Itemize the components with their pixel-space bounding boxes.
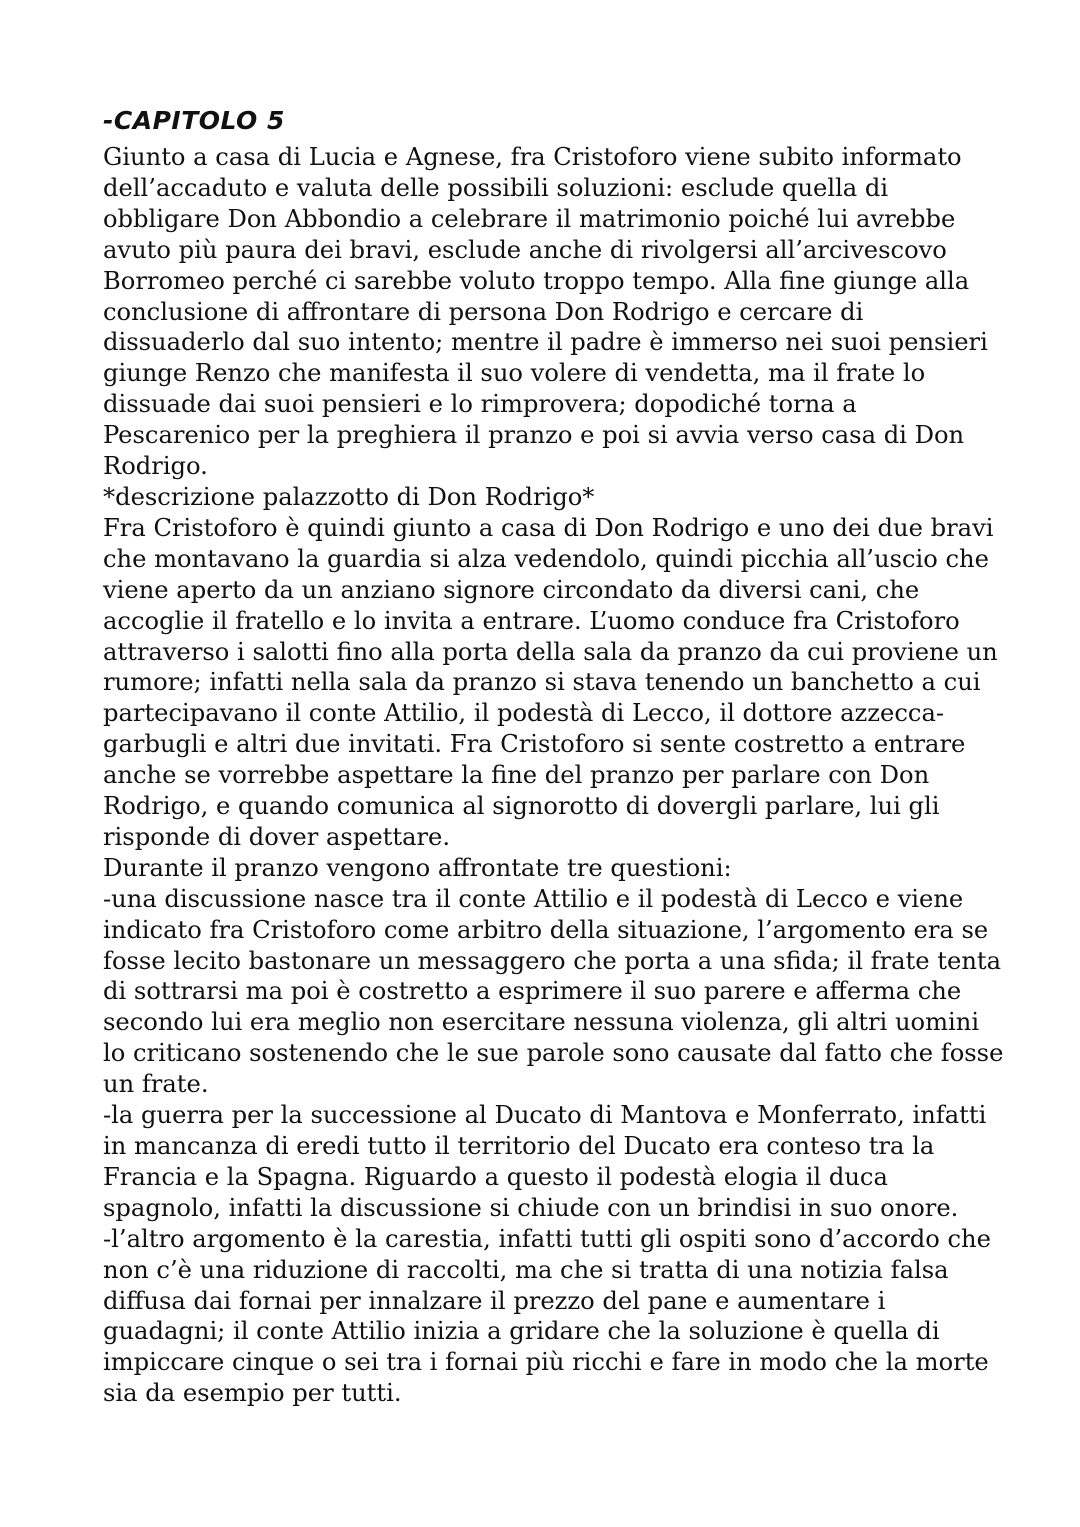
text-line: conclusione di affrontare di persona Don Rodrigo e cercare di [103,297,864,326]
text-line: secondo lui era meglio non esercitare nessuna violenza, gli altri uomini [103,1008,980,1037]
text-line: partecipavano il conte Attilio, il podestà di Lecco, il dottore azzecca- [103,699,945,728]
text-line: obbligare Don Abbondio a celebrare il matrimonio poiché lui avrebbe [103,204,956,233]
text-line: non c’è una riduzione di raccolti, ma che si tratta di una notizia falsa [103,1255,949,1284]
text-line: Francia e la Spagna. Riguardo a questo il podestà elogia il duca [103,1162,888,1191]
text-line: -una discussione nasce tra il conte Attilio e il podestà di Lecco e viene [103,884,964,913]
document-page [103,104,1004,1409]
text-line: -l’altro argomento è la carestia, infatti tutti gli ospiti sono d’accordo che [103,1224,991,1253]
text-line: Durante il pranzo vengono affrontate tre questioni: [103,853,732,882]
text-line: guadagni; il conte Attilio inizia a gridare che la soluzione è quella di [103,1317,940,1346]
body-text [103,142,1004,1409]
text-line: accoglie il fratello e lo invita a entrare. L’uomo conduce fra Cristoforo [103,606,960,635]
text-line: in mancanza di eredi tutto il territorio del Ducato era conteso tra la [103,1132,935,1160]
text-line: impiccare cinque o sei tra i fornai più ricchi e fare in modo che la morte [103,1348,989,1377]
text-line: Giunto a casa di Lucia e Agnese, fra Cristoforo viene subito informato [103,143,962,171]
text-line: giunge Renzo che manifesta il suo volere di vendetta, ma il frate lo [103,359,926,388]
text-line: risponde di dover aspettare. [103,822,451,851]
text-line: Fra Cristoforo è quindi giunto a casa di Don Rodrigo e uno dei due bravi [103,513,994,542]
text-line: -la guerra per la successione al Ducato di Mantova e Monferrato, infatti [103,1101,987,1130]
text-line: fosse lecito bastonare un messaggero che porta a una sfida; il frate tenta [103,946,1002,975]
text-line: viene aperto da un anziano signore circondato da diversi cani, che [103,575,920,604]
text-line: Rodrigo, e quando comunica al signorotto di dovergli parlare, lui gli [103,792,940,821]
text-line: avuto più paura dei bravi, esclude anche di rivolgersi all’arcivescovo [103,235,947,264]
text-line: Pescarenico per la preghiera il pranzo e poi si avvia verso casa di Don [103,421,965,450]
text-line: che montavano la guardia si alza vedendolo, quindi picchia all’uscio che [103,544,989,573]
text-line: dissuaderlo dal suo intento; mentre il padre è immerso nei suoi pensieri [103,328,988,357]
text-line: *descrizione palazzotto di Don Rodrigo* [103,482,595,511]
text-line: dissuade dai suoi pensieri e lo rimprovera; dopodiché torna a [103,390,857,419]
text-line: anche se vorrebbe aspettare la fine del pranzo per parlare con Don [103,761,930,790]
text-line: garbugli e altri due invitati. Fra Cristoforo si sente costretto a entrare [103,730,966,759]
text-line: spagnolo, infatti la discussione si chiude con un brindisi in suo onore. [103,1193,959,1222]
text-line: diffusa dai fornai per innalzare il prezzo del pane e aumentare i [103,1286,886,1315]
text-line: sia da esempio per tutti. [103,1379,402,1408]
text-line: Rodrigo. [103,452,208,481]
text-line: Borromeo perché ci sarebbe voluto troppo tempo. Alla fine giunge alla [103,266,970,295]
text-line: dell’accaduto e valuta delle possibili soluzioni: esclude quella di [103,173,889,202]
text-line: indicato fra Cristoforo come arbitro della situazione, l’argomento era se [103,915,989,944]
text-line: rumore; infatti nella sala da pranzo si stava tenendo un banchetto a cui [103,668,981,697]
text-line: lo criticano sostenendo che le sue parole sono causate dal fatto che fosse [103,1039,1004,1068]
text-line: attraverso i salotti fino alla porta della sala da pranzo da cui proviene un [103,637,998,666]
text-line: di sottrarsi ma poi è costretto a esprimere il suo parere e afferma che [103,977,962,1006]
text-line: un frate. [103,1070,209,1099]
chapter-title: -CAPITOLO 5 [103,106,285,135]
